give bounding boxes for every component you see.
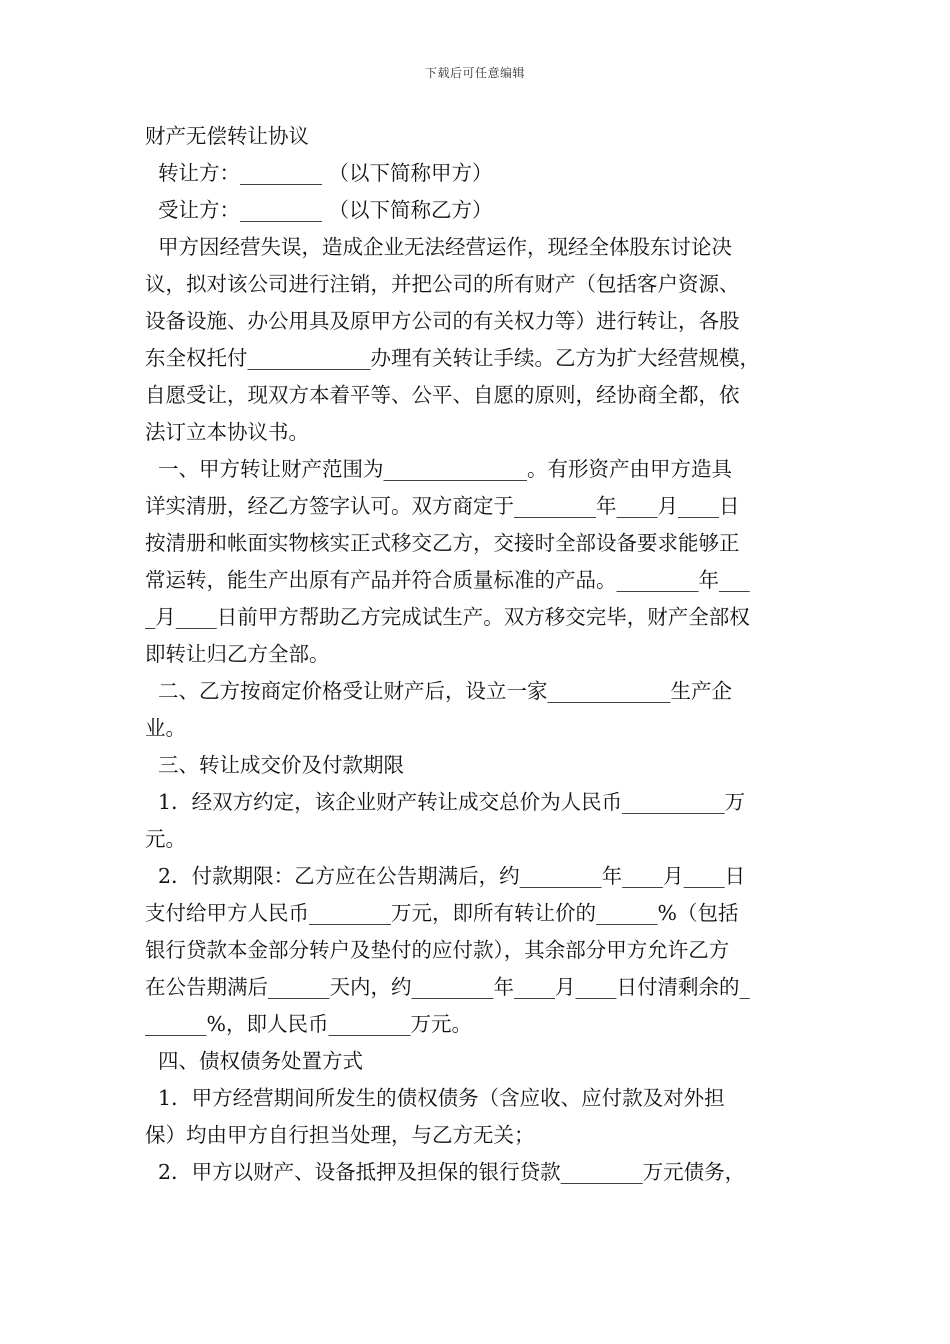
section-1-line: 详实清册，经乙方签字认可。双方商定于________年____月____日 xyxy=(145,494,740,518)
document-body xyxy=(145,118,815,1191)
section-4-heading: 四、债权债务处置方式 xyxy=(145,1049,364,1073)
section-2-line: 业。 xyxy=(145,716,186,740)
section-3-item-2-line: 2．付款期限：乙方应在公告期满后，约________年____月____日 xyxy=(145,864,746,888)
section-4-item-2-line: 2．甲方以财产、设备抵押及担保的银行贷款________万元债务， xyxy=(145,1160,746,1184)
paragraph-line: 甲方因经营失误，造成企业无法经营运作，现经全体股东讨论决 xyxy=(145,235,733,259)
section-1-line: 常运转，能生产出原有产品并符合质量标准的产品。________年___ xyxy=(145,568,750,592)
section-3-item-1-line: 1．经双方约定，该企业财产转让成交总价为人民币__________万 xyxy=(145,790,746,814)
section-3-item-1-line: 元。 xyxy=(145,827,186,851)
page-header-note: 下载后可任意编辑 xyxy=(424,66,525,80)
paragraph-line: 设备设施、办公用具及原甲方公司的有关权力等）进行转让，各股 xyxy=(145,309,740,333)
paragraph-line: 自愿受让，现双方本着平等、公平、自愿的原则，经协商全都，依 xyxy=(145,383,740,407)
section-1-line: _月____日前甲方帮助乙方完成试生产。双方移交完毕，财产全部权 xyxy=(145,605,750,629)
section-3-item-2-line: 支付给甲方人民币________万元，即所有转让价的______%（包括 xyxy=(145,901,739,925)
section-3-item-2-line: ______%，即人民币________万元。 xyxy=(145,1012,472,1036)
section-3-heading: 三、转让成交价及付款期限 xyxy=(145,753,405,777)
paragraph-line: 议，拟对该公司进行注销，并把公司的所有财产（包括客户资源、 xyxy=(145,272,740,296)
section-3-item-2-line: 在公告期满后______天内，约________年____月____日付清剩余的_ xyxy=(145,975,750,999)
document-title: 财产无偿转让协议 xyxy=(145,124,309,148)
section-4-item-1-line: 保）均由甲方自行担当处理，与乙方无关； xyxy=(145,1123,535,1147)
transferor-line: 转让方：________ （以下简称甲方） xyxy=(145,161,493,185)
section-1-line: 按清册和帐面实物核实正式移交乙方，交接时全部设备要求能够正 xyxy=(145,531,740,555)
section-4-item-1-line: 1．甲方经营期间所发生的债权债务（含应收、应付款及对外担 xyxy=(145,1086,725,1110)
section-1-line: 一、甲方转让财产范围为______________。有形资产由甲方造具 xyxy=(145,457,733,481)
transferee-line: 受让方：________ （以下简称乙方） xyxy=(145,198,493,222)
paragraph-line: 法订立本协议书。 xyxy=(145,420,309,444)
section-1-line: 即转让归乙方全部。 xyxy=(145,642,330,666)
section-3-item-2-line: 银行贷款本金部分转户及垫付的应付款），其余部分甲方允许乙方 xyxy=(145,938,730,962)
section-2-line: 二、乙方按商定价格受让财产后，设立一家____________生产企 xyxy=(145,679,733,703)
paragraph-line: 东全权托付____________办理有关转让手续。乙方为扩大经营规模， xyxy=(145,346,760,370)
